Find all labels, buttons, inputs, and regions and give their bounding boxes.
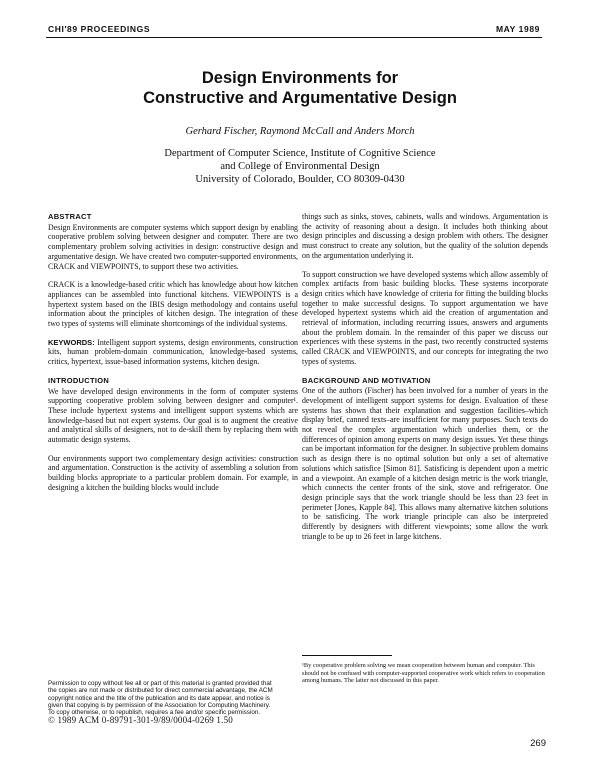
background-heading: BACKGROUND AND MOTIVATION xyxy=(302,375,431,385)
affiliation-line-1: Department of Computer Science, Institute of Cognitive Science xyxy=(164,148,436,159)
keywords-text: Intelligent support systems, design environments, construction kits, human problem-domain communication, knowledge-based systems, critics, hypertext, issue-based information systems, kitchen design. xyxy=(48,337,298,367)
abstract-paragraph-1: Design Environments are computer systems which support design by enabling cooperative problem solving between designer and computer. There are two complementary problem solving activities in design: constructive design and argumentative design. We have created two computer-supported environments, CRACK and VIEWPOINTS, to support these two activities. xyxy=(48,222,298,271)
keywords xyxy=(48,338,298,367)
title-line-1: Design Environments for xyxy=(201,69,399,87)
background-paragraph: One of the authors (Fischer) has been involved for a number of years in the development of intelligent support systems for design. Evaluation of these systems has shown that their explanation and suggestion facilities–which display brief, canned texts–are insufficient for many purposes. Such texts do not reveal the complex argumentation which underlies them, or the differences of opinion among experts on many design issues. Yet these things can be important information for the designer. In subjective problem domains such as design there is no optimal solution but only a set of alternative solutions which satisfice [Simon 81]. Satisficing is dependent upon a metric and a viewpoint. An example of a kitchen design metric is the work triangle, which connects the center fronts of the sink, stove and refrigerator. One design principle says that the work triangle should be less than 23 feet in perimeter [Jones, Kapple 84]. This allows many alternative kitchen solutions to be satisficing. The work triangle principle can also be interpreted differently by designers with different viewpoints; some allow the work triangle to be up to 26 feet in large kitchens. xyxy=(302,386,548,541)
copyright-line: © 1989 ACM 0-89791-301-9/89/0004-0269 1.50 xyxy=(48,715,233,725)
paper-title xyxy=(0,68,600,108)
authors: Gerhard Fischer, Raymond McCall and Anders Morch xyxy=(185,126,415,137)
affiliation xyxy=(0,147,600,186)
running-header-left: CHI'89 PROCEEDINGS xyxy=(48,24,151,34)
header-rule xyxy=(46,37,542,38)
permission-notice: Permission to copy without fee all or part of this material is granted provided that the copies are not made or distributed for direct commercial advantage, the ACM copyright notice and the title of the publication and its date appear, and notice is given that copying is by permission of the Association for Computing Machinery. To copy otherwise, or to republish, requires a fee and/or specific permission. xyxy=(48,680,273,717)
right-paragraph-1: things such as sinks, stoves, cabinets, walls and windows. Argumentation is the activity of reasoning about a design. It includes both thinking about design principles and discussing a design problem with others. The designer must construct to create any solution, but the quality of the solution depends on the argumentation underlying it. xyxy=(302,212,548,260)
keywords-heading: KEYWORDS: xyxy=(48,337,95,347)
affiliation-line-3: University of Colorado, Boulder, CO 80309-0430 xyxy=(195,174,405,185)
affiliation-line-2: and College of Environmental Design xyxy=(220,161,380,172)
running-header-right: MAY 1989 xyxy=(495,24,540,34)
page-number: 269 xyxy=(530,738,546,749)
right-column xyxy=(302,212,548,551)
introduction-paragraph-2: Our environments support two complementary design activities: construction and argumentation. Construction is the activity of assembling a solution from building blocks appropriate to a particular problem domain. For example, in designing a kitchen the building blocks would include xyxy=(48,453,298,492)
footnote-rule xyxy=(302,655,392,656)
abstract-heading: ABSTRACT xyxy=(48,212,92,221)
footnote: ¹By cooperative problem solving we mean cooperation between human and computer. This should not be confused with computer-supported cooperative work which refers to cooperation among humans. The latter not discussed in this paper. xyxy=(302,662,545,685)
introduction-heading: INTRODUCTION xyxy=(48,375,110,385)
abstract-paragraph-2: CRACK is a knowledge-based critic which has knowledge about how kitchen appliances can be assembled into functional kitchens. VIEWPOINTS is a hypertext system based on the IBIS design methodology and contains useful information about the principles of kitchen design. The integration of these two types of systems will eliminate shortcomings of the individual systems. xyxy=(48,280,298,329)
right-paragraph-2: To support construction we have developed systems which allow assembly of complex artifacts from basic building blocks. These systems incorporate design critics which have knowledge of criteria for fitting the building blocks together to make successful designs. To support argumentation we have developed hypertext systems which aid the creation of argumentation and retrieval of information, including recurring issues, answers and arguments about the problem domain. In the remainder of this paper we discuss our experiences with these systems in the past, two recently constructed systems called CRACK and VIEWPOINTS, and our concepts for integrating the two types of systems. xyxy=(302,269,548,366)
left-column xyxy=(48,212,298,502)
introduction-paragraph-1: We have developed design environments in the form of computer systems supporting cooperative problem solving between designer and computer¹. These include hypertext systems and intelligent support systems which are knowledge-based but not expert systems. Our goal is to augment the creative and analytical skills of designers, not to de-skill them by replacing them with automatic design systems. xyxy=(48,386,298,445)
title-line-2: Constructive and Argumentative Design xyxy=(143,89,457,107)
